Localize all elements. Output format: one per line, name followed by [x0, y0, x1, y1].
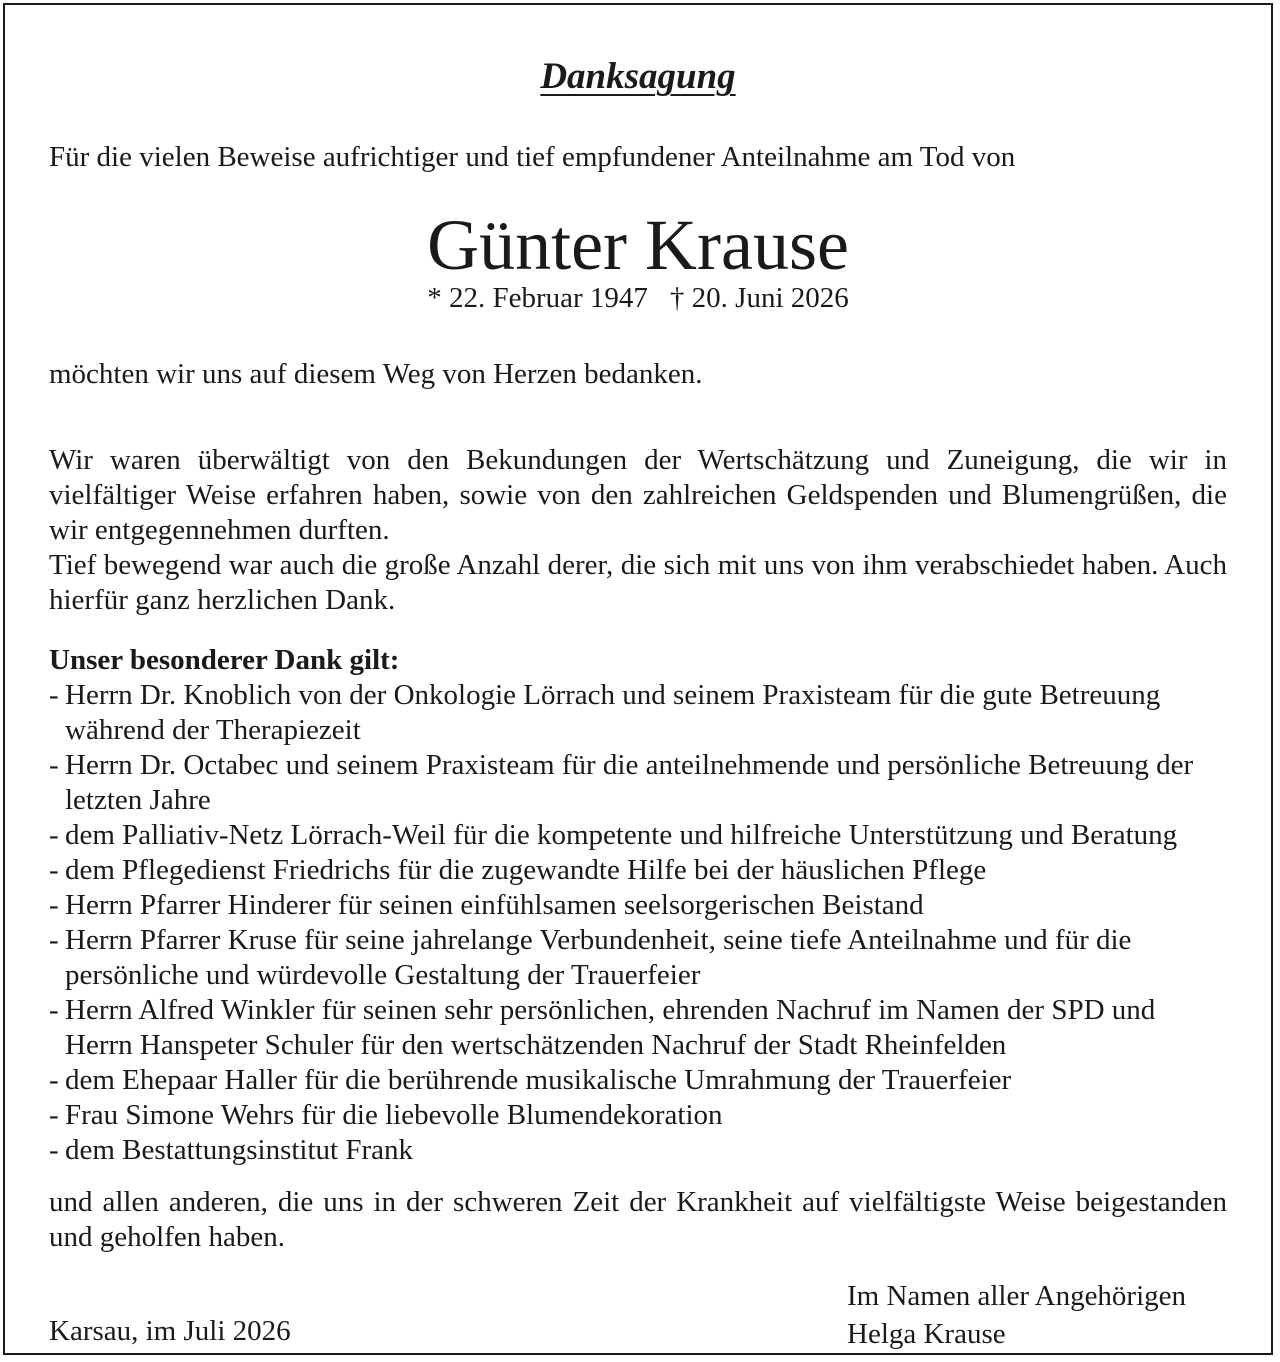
deceased-name: Günter Krause	[427, 205, 849, 285]
death-date: † 20. Juni 2026	[669, 282, 849, 314]
thanks-line: möchten wir uns auf diesem Weg von Herzen bedanken.	[49, 358, 703, 390]
list-item-text: Herrn Dr. Octabec und seinem Praxisteam für die anteilnehmende und persönliche Betreuung der letzten Jahre	[65, 749, 1194, 816]
notice-frame	[3, 3, 1273, 1355]
paragraph-farewell: Tief bewegend war auch die große Anzahl derer, die sich mit uns von ihm verabschiedet haben. Auch hierfür ganz herzlichen Dank.	[49, 549, 1227, 616]
list-dash: -	[49, 1134, 59, 1166]
list-dash: -	[49, 1099, 59, 1131]
list-item	[49, 888, 1227, 923]
list-item-text: Frau Simone Wehrs für die liebevolle Blumendekoration	[65, 1099, 723, 1131]
paragraph-gratitude: Wir waren überwältigt von den Bekundungen der Wertschätzung und Zuneigung, die wir in vielfältiger Weise erfahren haben, sowie von den zahlreichen Geldspenden und Blumengrüßen, die wir entgegennehmen durften.	[49, 444, 1227, 546]
list-dash: -	[49, 1064, 59, 1096]
list-item	[49, 1133, 1227, 1168]
birth-date: * 22. Februar 1947	[427, 282, 648, 314]
life-dates	[49, 281, 1227, 315]
special-thanks-list	[49, 678, 1227, 1168]
closing-text: und allen anderen, die uns in der schweren Zeit der Krankheit auf vielfältigste Weise beigestanden und geholfen haben.	[49, 1186, 1227, 1253]
list-item-text: dem Pflegedienst Friedrichs für die zugewandte Hilfe bei der häuslichen Pflege	[65, 854, 987, 886]
list-item-text: Herrn Pfarrer Hinderer für seinen einfühlsamen seelsorgerischen Beistand	[65, 889, 924, 921]
special-thanks-heading: Unser besonderer Dank gilt:	[49, 644, 400, 676]
list-item-text: Herrn Dr. Knoblich von der Onkologie Lörrach und seinem Praxisteam für die gute Betreuung während der Therapiezeit	[65, 679, 1161, 746]
notice-heading: Danksagung	[540, 56, 736, 97]
list-item	[49, 1063, 1227, 1098]
list-item	[49, 818, 1227, 853]
list-dash: -	[49, 924, 59, 956]
signature-line-1: Im Namen aller Angehörigen	[847, 1280, 1187, 1312]
list-item-text: dem Palliativ-Netz Lörrach-Weil für die kompetente und hilfreiche Unterstützung und Beratung	[65, 819, 1178, 851]
list-item-text: Herrn Alfred Winkler für seinen sehr persönlichen, ehrenden Nachruf im Namen der SPD und Herrn Hanspeter Schuler für den wertschätzenden Nachruf der Stadt Rheinfelden	[65, 994, 1156, 1061]
signature-area	[49, 1267, 1227, 1357]
list-dash: -	[49, 749, 59, 781]
obituary-thanks-notice	[5, 5, 1271, 1357]
intro-text: Für die vielen Beweise aufrichtiger und tief empfundener Anteilnahme am Tod von	[49, 141, 1016, 173]
list-item	[49, 993, 1227, 1063]
list-dash: -	[49, 679, 59, 711]
list-item	[49, 678, 1227, 748]
list-item	[49, 748, 1227, 818]
list-item	[49, 853, 1227, 888]
list-dash: -	[49, 994, 59, 1026]
list-item	[49, 1098, 1227, 1133]
place-date: Karsau, im Juli 2026	[49, 1315, 291, 1347]
signature-name: Helga Krause	[847, 1318, 1006, 1350]
list-dash: -	[49, 854, 59, 886]
list-dash: -	[49, 889, 59, 921]
list-item-text: dem Bestattungsinstitut Frank	[65, 1134, 413, 1166]
signature-block	[847, 1277, 1186, 1353]
list-item-text: Herrn Pfarrer Kruse für seine jahrelange Verbundenheit, seine tiefe Anteilnahme und für die persönliche und würdevolle Gestaltung der Trauerfeier	[65, 924, 1132, 991]
list-item-text: dem Ehepaar Haller für die berührende musikalische Umrahmung der Trauerfeier	[65, 1064, 1012, 1096]
list-item	[49, 923, 1227, 993]
list-dash: -	[49, 819, 59, 851]
